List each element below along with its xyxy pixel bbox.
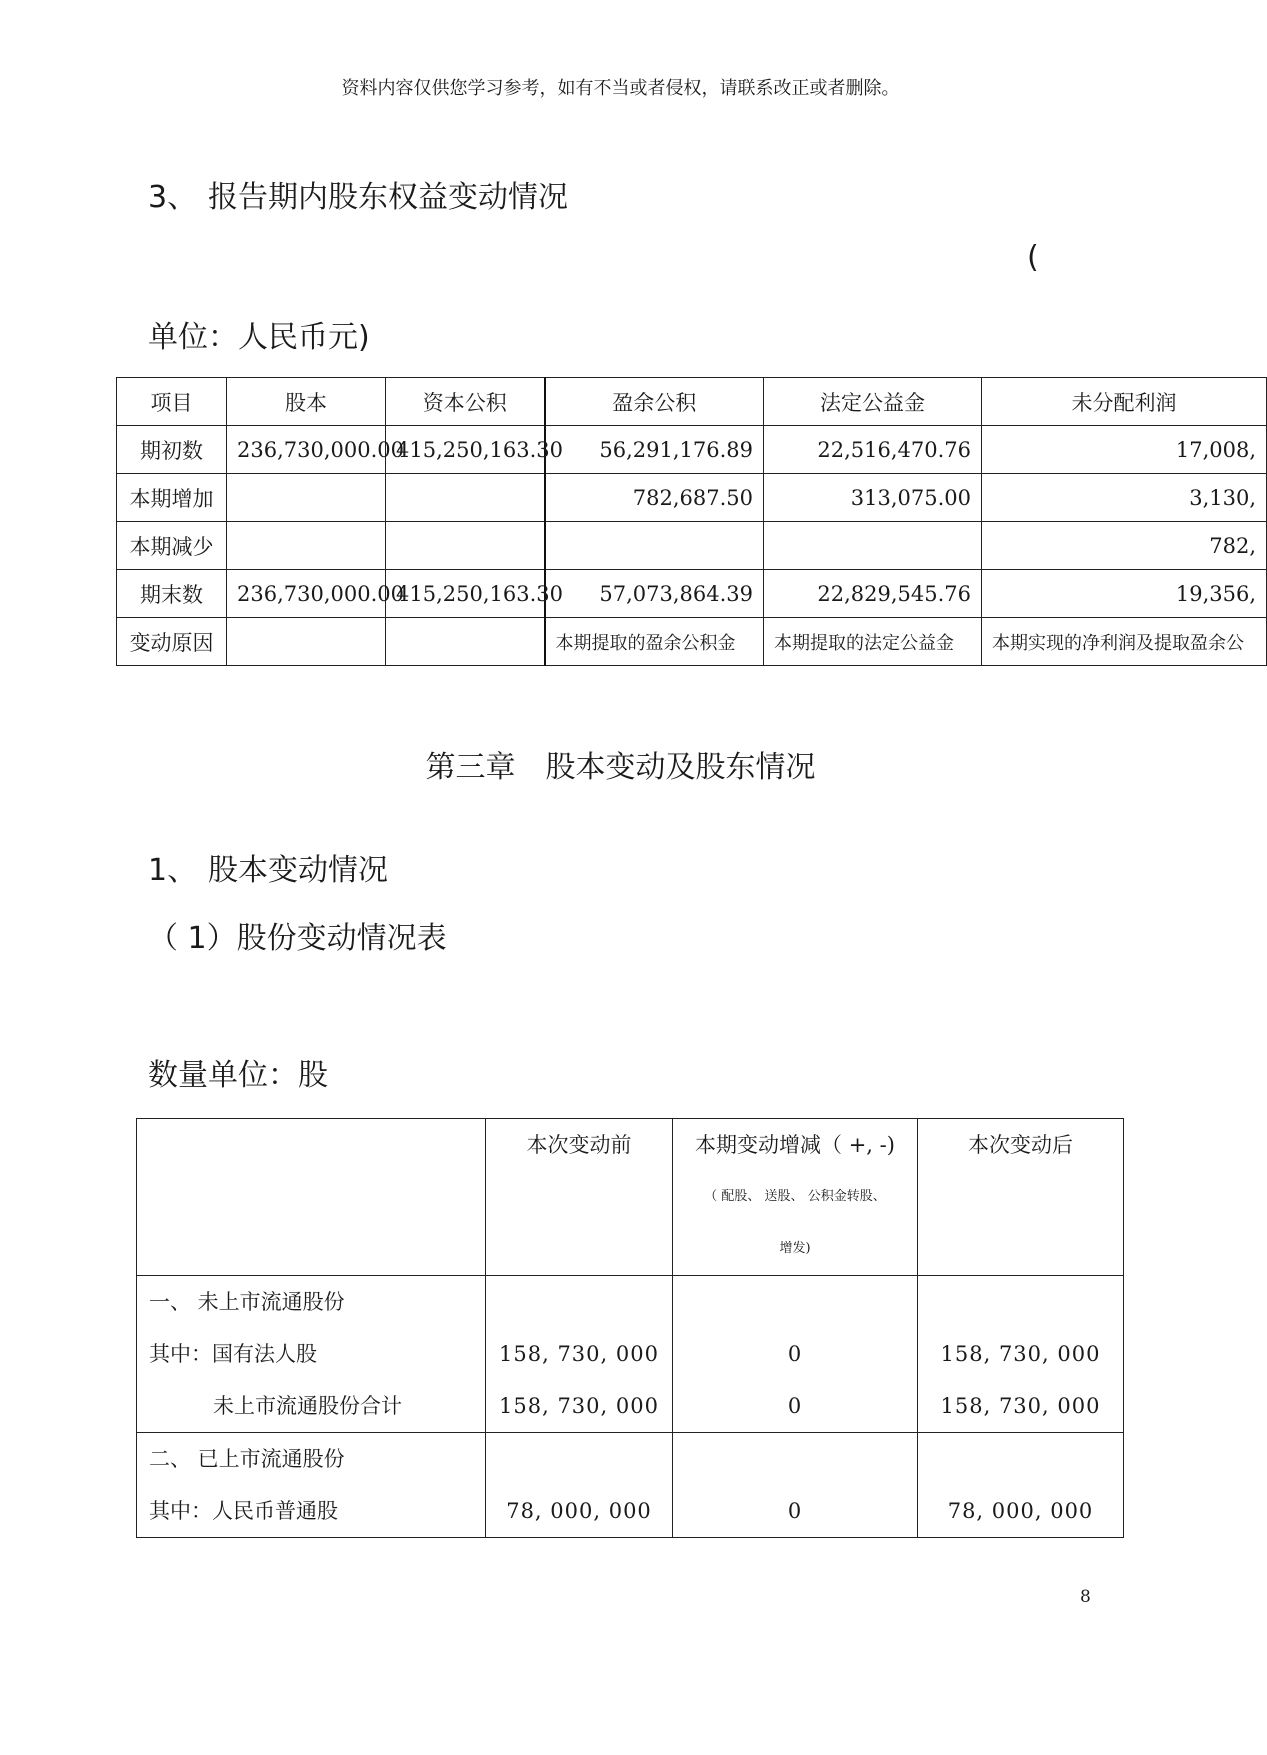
table-cell	[386, 618, 545, 666]
unit-label: 数量单位：股	[148, 1058, 328, 1093]
value-change: 0	[787, 1342, 803, 1366]
table-cell	[486, 1433, 673, 1538]
header-cell	[486, 1119, 673, 1276]
table-row	[117, 426, 1267, 474]
table-cell	[227, 522, 386, 570]
table-cell: 19,356,	[982, 570, 1267, 618]
header-cell: 项目	[117, 378, 227, 426]
table-cell: 782,	[982, 522, 1267, 570]
header-before: 本次变动前	[526, 1133, 632, 1157]
paren-open: (	[1027, 240, 1039, 275]
table-cell	[918, 1276, 1124, 1433]
header-after: 本次变动后	[968, 1133, 1073, 1157]
table-cell	[227, 618, 386, 666]
value-before: 158, 730, 000	[499, 1342, 659, 1366]
header-cell: 未分配利润	[982, 378, 1267, 426]
table-header-row	[117, 378, 1267, 426]
table-cell: 22,516,470.76	[764, 426, 982, 474]
row-label: 变动原因	[117, 618, 227, 666]
table-cell	[386, 522, 545, 570]
section-title: 报告期内股东权益变动情况	[208, 180, 568, 215]
table-cell: 415,250,163.30	[386, 570, 545, 618]
value-after: 158, 730, 000	[940, 1342, 1101, 1366]
table-row	[117, 474, 1267, 522]
table-cell	[918, 1433, 1124, 1538]
table-cell: 57,073,864.39	[545, 570, 764, 618]
table-row	[137, 1276, 1124, 1433]
table-row	[117, 570, 1267, 618]
table-cell: 56,291,176.89	[545, 426, 764, 474]
section-number: 3、	[148, 180, 198, 215]
section-number: 1、	[148, 853, 198, 888]
table-cell	[386, 474, 545, 522]
value-change: 0	[787, 1499, 803, 1523]
subsection-title: （ 1）股份变动情况表	[148, 921, 447, 956]
table-cell	[673, 1433, 918, 1538]
header-cell: 盈余公积	[545, 378, 764, 426]
table-cell	[764, 522, 982, 570]
chapter-title: 第三章 股本变动及股东情况	[425, 750, 816, 785]
value-after: 78, 000, 000	[947, 1499, 1094, 1523]
row-label	[137, 1276, 486, 1433]
table-cell: 17,008,	[982, 426, 1267, 474]
share-change-table	[136, 1118, 1124, 1538]
header-cell: 法定公益金	[764, 378, 982, 426]
table-cell: 本期提取的法定公益金	[764, 618, 982, 666]
group-title: 二、 已上市流通股份	[149, 1447, 345, 1471]
table-cell	[486, 1276, 673, 1433]
header-notice: 资料内容仅供您学习参考，如有不当或者侵权，请联系改正或者删除。	[341, 78, 900, 99]
row-label: 本期增加	[117, 474, 227, 522]
row-label: 本期减少	[117, 522, 227, 570]
table-cell: 415,250,163.30	[386, 426, 545, 474]
table-header-row	[137, 1119, 1124, 1276]
row-label: 期末数	[117, 570, 227, 618]
row-label: 其中：人民币普通股	[149, 1499, 338, 1523]
group-title: 一、 未上市流通股份	[149, 1290, 345, 1314]
section-title: 股本变动情况	[208, 853, 388, 888]
table-cell: 313,075.00	[764, 474, 982, 522]
header-cell	[137, 1119, 486, 1276]
value-change: 0	[787, 1394, 803, 1418]
table-cell: 782,687.50	[545, 474, 764, 522]
table-cell	[227, 474, 386, 522]
table-cell: 236,730,000.00	[227, 426, 386, 474]
header-cell: 资本公积	[386, 378, 545, 426]
row-label	[137, 1433, 486, 1538]
table-cell	[545, 522, 764, 570]
value-after: 158, 730, 000	[940, 1394, 1101, 1418]
table-row	[117, 618, 1267, 666]
table-cell: 236,730,000.00	[227, 570, 386, 618]
unit-label: 单位：人民币元)	[148, 320, 370, 355]
table-cell: 22,829,545.76	[764, 570, 982, 618]
row-label: 未上市流通股份合计	[213, 1394, 402, 1418]
table-cell: 本期提取的盈余公积金	[545, 618, 764, 666]
page-number: 8	[1080, 1587, 1091, 1607]
table-row	[137, 1433, 1124, 1538]
value-before: 158, 730, 000	[499, 1394, 659, 1418]
table-row	[117, 522, 1267, 570]
header-change: 本期变动增减（ +, -)	[695, 1133, 895, 1157]
equity-change-table	[116, 377, 1267, 666]
table-cell: 本期实现的净利润及提取盈余公	[982, 618, 1267, 666]
table-cell: 3,130,	[982, 474, 1267, 522]
table-cell	[673, 1276, 918, 1433]
value-before: 78, 000, 000	[506, 1499, 652, 1523]
header-cell: 股本	[227, 378, 386, 426]
header-cell	[918, 1119, 1124, 1276]
header-change-note: （ 配股、 送股、 公积金转股、	[704, 1189, 886, 1204]
row-label: 期初数	[117, 426, 227, 474]
header-cell	[673, 1119, 918, 1276]
row-label: 其中：国有法人股	[149, 1342, 317, 1366]
header-change-note: 增发)	[779, 1241, 811, 1256]
